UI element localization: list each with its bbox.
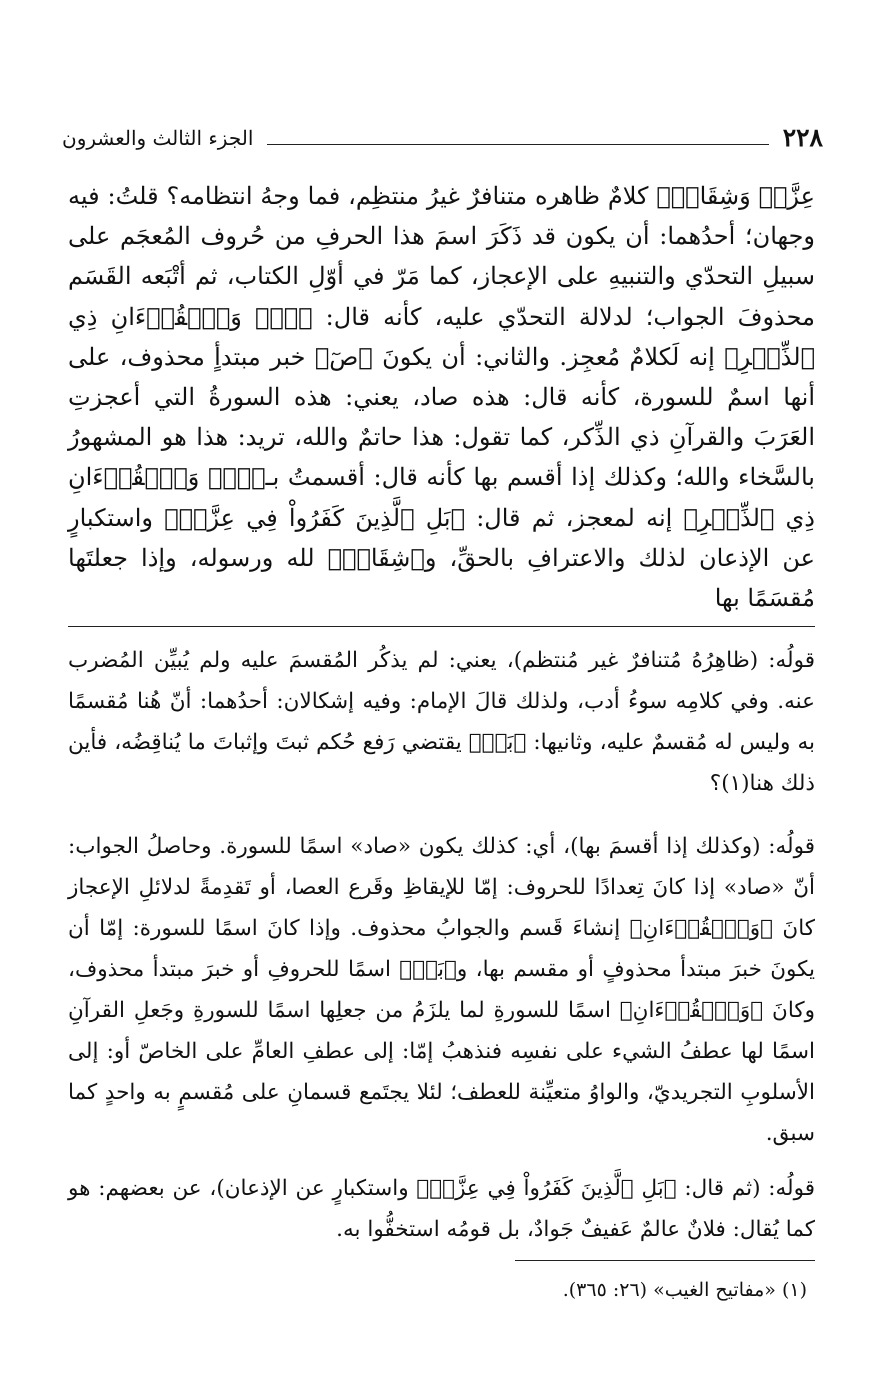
main-text [68, 176, 815, 618]
commentary-paragraph: قولُه: (وكذلك إذا أقسمَ بها)، أي: كذلك يكون «صاد» اسمًا للسورة. وحاصلُ الجواب: أنّ «صاد» إذا كانَ تِعدادًا للحروف: إمّا للإيقاظِ وقَرع العصا، أو تَقدِمةً لدلائلِ الإعجاز كانَ ﴿وَٱلۡقُرۡءَانِ﴾ إنشاءَ قَسم والجوابُ محذوف. وإذا كانَ اسمًا للسورة: إمّا أن يكونَ خبرَ مبتدأ محذوفٍ أو مقسم بها، و﴿بَلۡ﴾ اسمًا للحروفِ أو خبرَ مبتدأ محذوف، وكانَ ﴿وَٱلۡقُرۡءَانِ﴾ اسمًا للسورةِ لما يلزَمُ من جعلِها اسمًا للسورةِ وجَعلِ القرآنِ اسمًا لها عطفُ الشيء على نفسِه فنذهبُ إمّا: إلى عطفِ العامِّ على الخاصّ أو: إلى الأسلوبِ التجريديّ، والواوُ متعيِّنة للعطف؛ لئلا يجتَمع قسمانِ على مُقسمٍ به واحدٍ كما سبق. [68, 834, 815, 1146]
commentary [68, 640, 815, 1264]
main-paragraph: عِزَّةٖ وَشِقَاقٖ﴾ كلامٌ ظاهره متنافرٌ غيرُ منتظِم، فما وجهُ انتظامه؟ قلتُ: فيه وجهان؛ أحدُهما: أن يكون قد ذَكَرَ اسمَ هذا الحرفِ من حُروف المُعجَم على سبيلِ التحدّي والتنبيهِ على الإعجاز، كما مَرّ في أوّلِ الكتاب، ثم أتْبَعه القَسَم محذوفَ الجواب؛ لدلالة التحدّي عليه، كأنه قال: ﴿صٓۚ وَٱلۡقُرۡءَانِ ذِي ٱلذِّكۡرِ﴾ إنه لَكلامٌ مُعجِز. والثاني: أن يكونَ ﴿صٓ﴾ خبر مبتدأٍ محذوف، على أنها اسمٌ للسورة، كأنه قال: هذه صاد، يعني: هذه السورةُ التي أعجزتِ العَرَبَ والقرآنِ ذي الذِّكر، كما تقول: هذا حاتمٌ والله، تريد: هذا هو المشهورُ بالسَّخاء والله؛ وكذلك إذا أقسم بها كأنه قال: أقسمتُ بـ﴿صٓۚ وَٱلۡقُرۡءَانِ ذِي ٱلذِّكۡرِ﴾ إنه لمعجز، ثم قال: ﴿بَلِ ٱلَّذِينَ كَفَرُواْ فِي عِزَّةٖ﴾ واستكبارٍ عن الإذعان لذلك والاعترافِ بالحقِّ، و﴿شِقَاقٖ﴾ لله ورسوله، وإذا جعلتَها مُقسَمًا بها [68, 182, 815, 613]
header-rule [267, 144, 768, 145]
section-divider [68, 626, 815, 627]
commentary-paragraph: قولُه: (ثم قال: ﴿بَلِ ٱلَّذِينَ كَفَرُواْ فِي عِزَّةٖ﴾ واستكبارٍ عن الإذعان)، عن بعضهم: هو كما يُقال: فلانٌ عالمٌ عَفيفٌ جَوادٌ، بل قومُه استخفُّوا به. [68, 1176, 815, 1242]
commentary-paragraph: قولُه: (ظاهِرُهُ مُتنافرٌ غير مُنتظم)، يعني: لم يذكُر المُقسمَ عليه ولم يُبيِّن المُضرب عنه. وفي كلامِه سوءُ أدب، ولذلك قالَ الإمام: وفيه إشكالان: أحدُهما: أنّ هُنا مُقسمًا به وليس له مُقسمٌ عليه، وثانيها: ﴿بَلۡ﴾ يقتضي رَفع حُكم ثبتَ وإثباتَ ما يُناقِضُه، فأين ذلك هنا(١)؟ [68, 648, 815, 796]
page-number: ٢٢٨ [782, 123, 823, 152]
page-header [62, 118, 823, 158]
footnote-rule [515, 1260, 815, 1261]
running-title: الجزء الثالث والعشرون [62, 126, 254, 150]
footnote: (١) «مفاتيح الغيب» (٢٦: ٣٦٥). [562, 1279, 807, 1301]
